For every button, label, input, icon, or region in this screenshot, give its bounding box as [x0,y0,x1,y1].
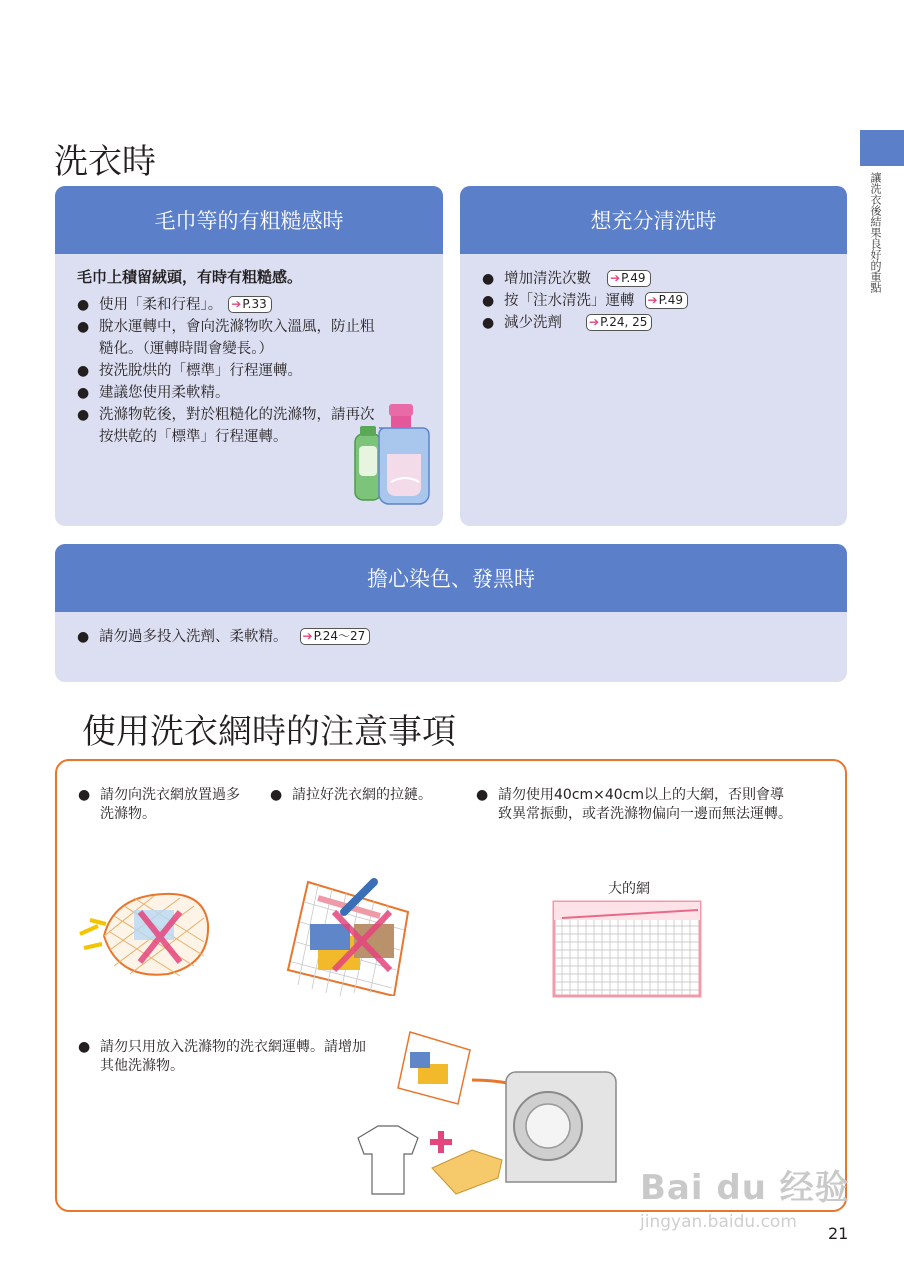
page-ref-link[interactable]: ➔P.49 [607,270,651,287]
card-header: 擔心染色、發黑時 [55,544,847,612]
section-title-laundry-net: 使用洗衣網時的注意事項 [82,712,456,752]
card-dye-worry [55,544,847,682]
big-net-illustration [552,900,702,998]
arrow-right-icon: ➔ [231,297,242,311]
detergent-bottles-illustration [347,398,431,506]
chapter-tab [860,130,904,166]
arrow-right-icon: ➔ [589,315,600,329]
page-ref-link[interactable]: ➔P.24〜27 [300,628,371,645]
overfilled-net-illustration [74,886,214,982]
bullet-icon: ● [476,787,489,803]
list-item: ● 按洗脫烘的「標準」行程運轉。 [77,360,377,382]
big-net-label: 大的網 [608,881,650,897]
note-big-net: ● 請勿使用40cm×40cm以上的大網，否則會導致異常振動，或者洗滌物偏向一邊而無法運轉。 [476,787,792,822]
bullet-icon: ● [270,787,283,803]
card-header: 想充分清洗時 [460,186,847,254]
note-zipper: ● 請拉好洗衣網的拉鏈。 [270,787,432,803]
list-item: ● 使用「柔和行程」。 ➔P.33 [77,294,377,316]
page-number: 21 [828,1224,849,1243]
rinse-tips-list [482,268,822,334]
card-header: 毛巾等的有粗糙感時 [55,186,443,254]
note-net-only: ● 請勿只用放入洗滌物的洗衣網運轉。請增加其他洗滌物。 [78,1039,366,1074]
arrow-right-icon: ➔ [647,293,658,307]
towel-tips-list [77,294,377,448]
list-item: ● 請勿過多投入洗劑、柔軟精。 ➔P.24〜27 [77,626,777,648]
watermark-url: jingyan.baidu.com [640,1212,797,1232]
open-zipper-net-illustration [284,872,414,996]
arrow-right-icon: ➔ [610,271,621,285]
chapter-tab-label: 讓洗衣後結果良好的重點 [869,172,882,293]
watermark-logo: Bai du 经验 [640,1168,850,1208]
card-lead-text: 毛巾上積留絨頭，有時有粗糙感。 [77,268,303,286]
dye-tips-list [77,626,777,648]
list-item: ● 建議您使用柔軟精。 [77,382,377,404]
list-item: ● 脫水運轉中，會向洗滌物吹入溫風，防止粗糙化。（運轉時間會變長。） [77,316,377,360]
list-item: ● 減少洗劑 ➔P.24, 25 [482,312,822,334]
net-plus-clothes-washer-illustration [348,1028,618,1198]
section-title-wash: 洗衣時 [54,142,156,182]
card-rinse-thorough [460,186,847,526]
bullet-icon: ● [78,787,91,803]
note-overfill: ● 請勿向洗衣網放置過多洗滌物。 [78,787,240,822]
list-item: ● 按「注水清洗」運轉 ➔P.49 [482,290,822,312]
page-ref-link[interactable]: ➔P.24, 25 [586,314,652,331]
card-towel-rough [55,186,443,526]
list-item: ● 洗滌物乾後，對於粗糙化的洗滌物，請再次按烘乾的「標準」行程運轉。 [77,404,377,448]
list-item: ● 增加清洗次數 ➔P.49 [482,268,822,290]
page-ref-link[interactable]: ➔P.33 [228,296,272,313]
bullet-icon: ● [78,1039,91,1055]
page-ref-link[interactable]: ➔P.49 [645,292,689,309]
arrow-right-icon: ➔ [302,629,313,643]
